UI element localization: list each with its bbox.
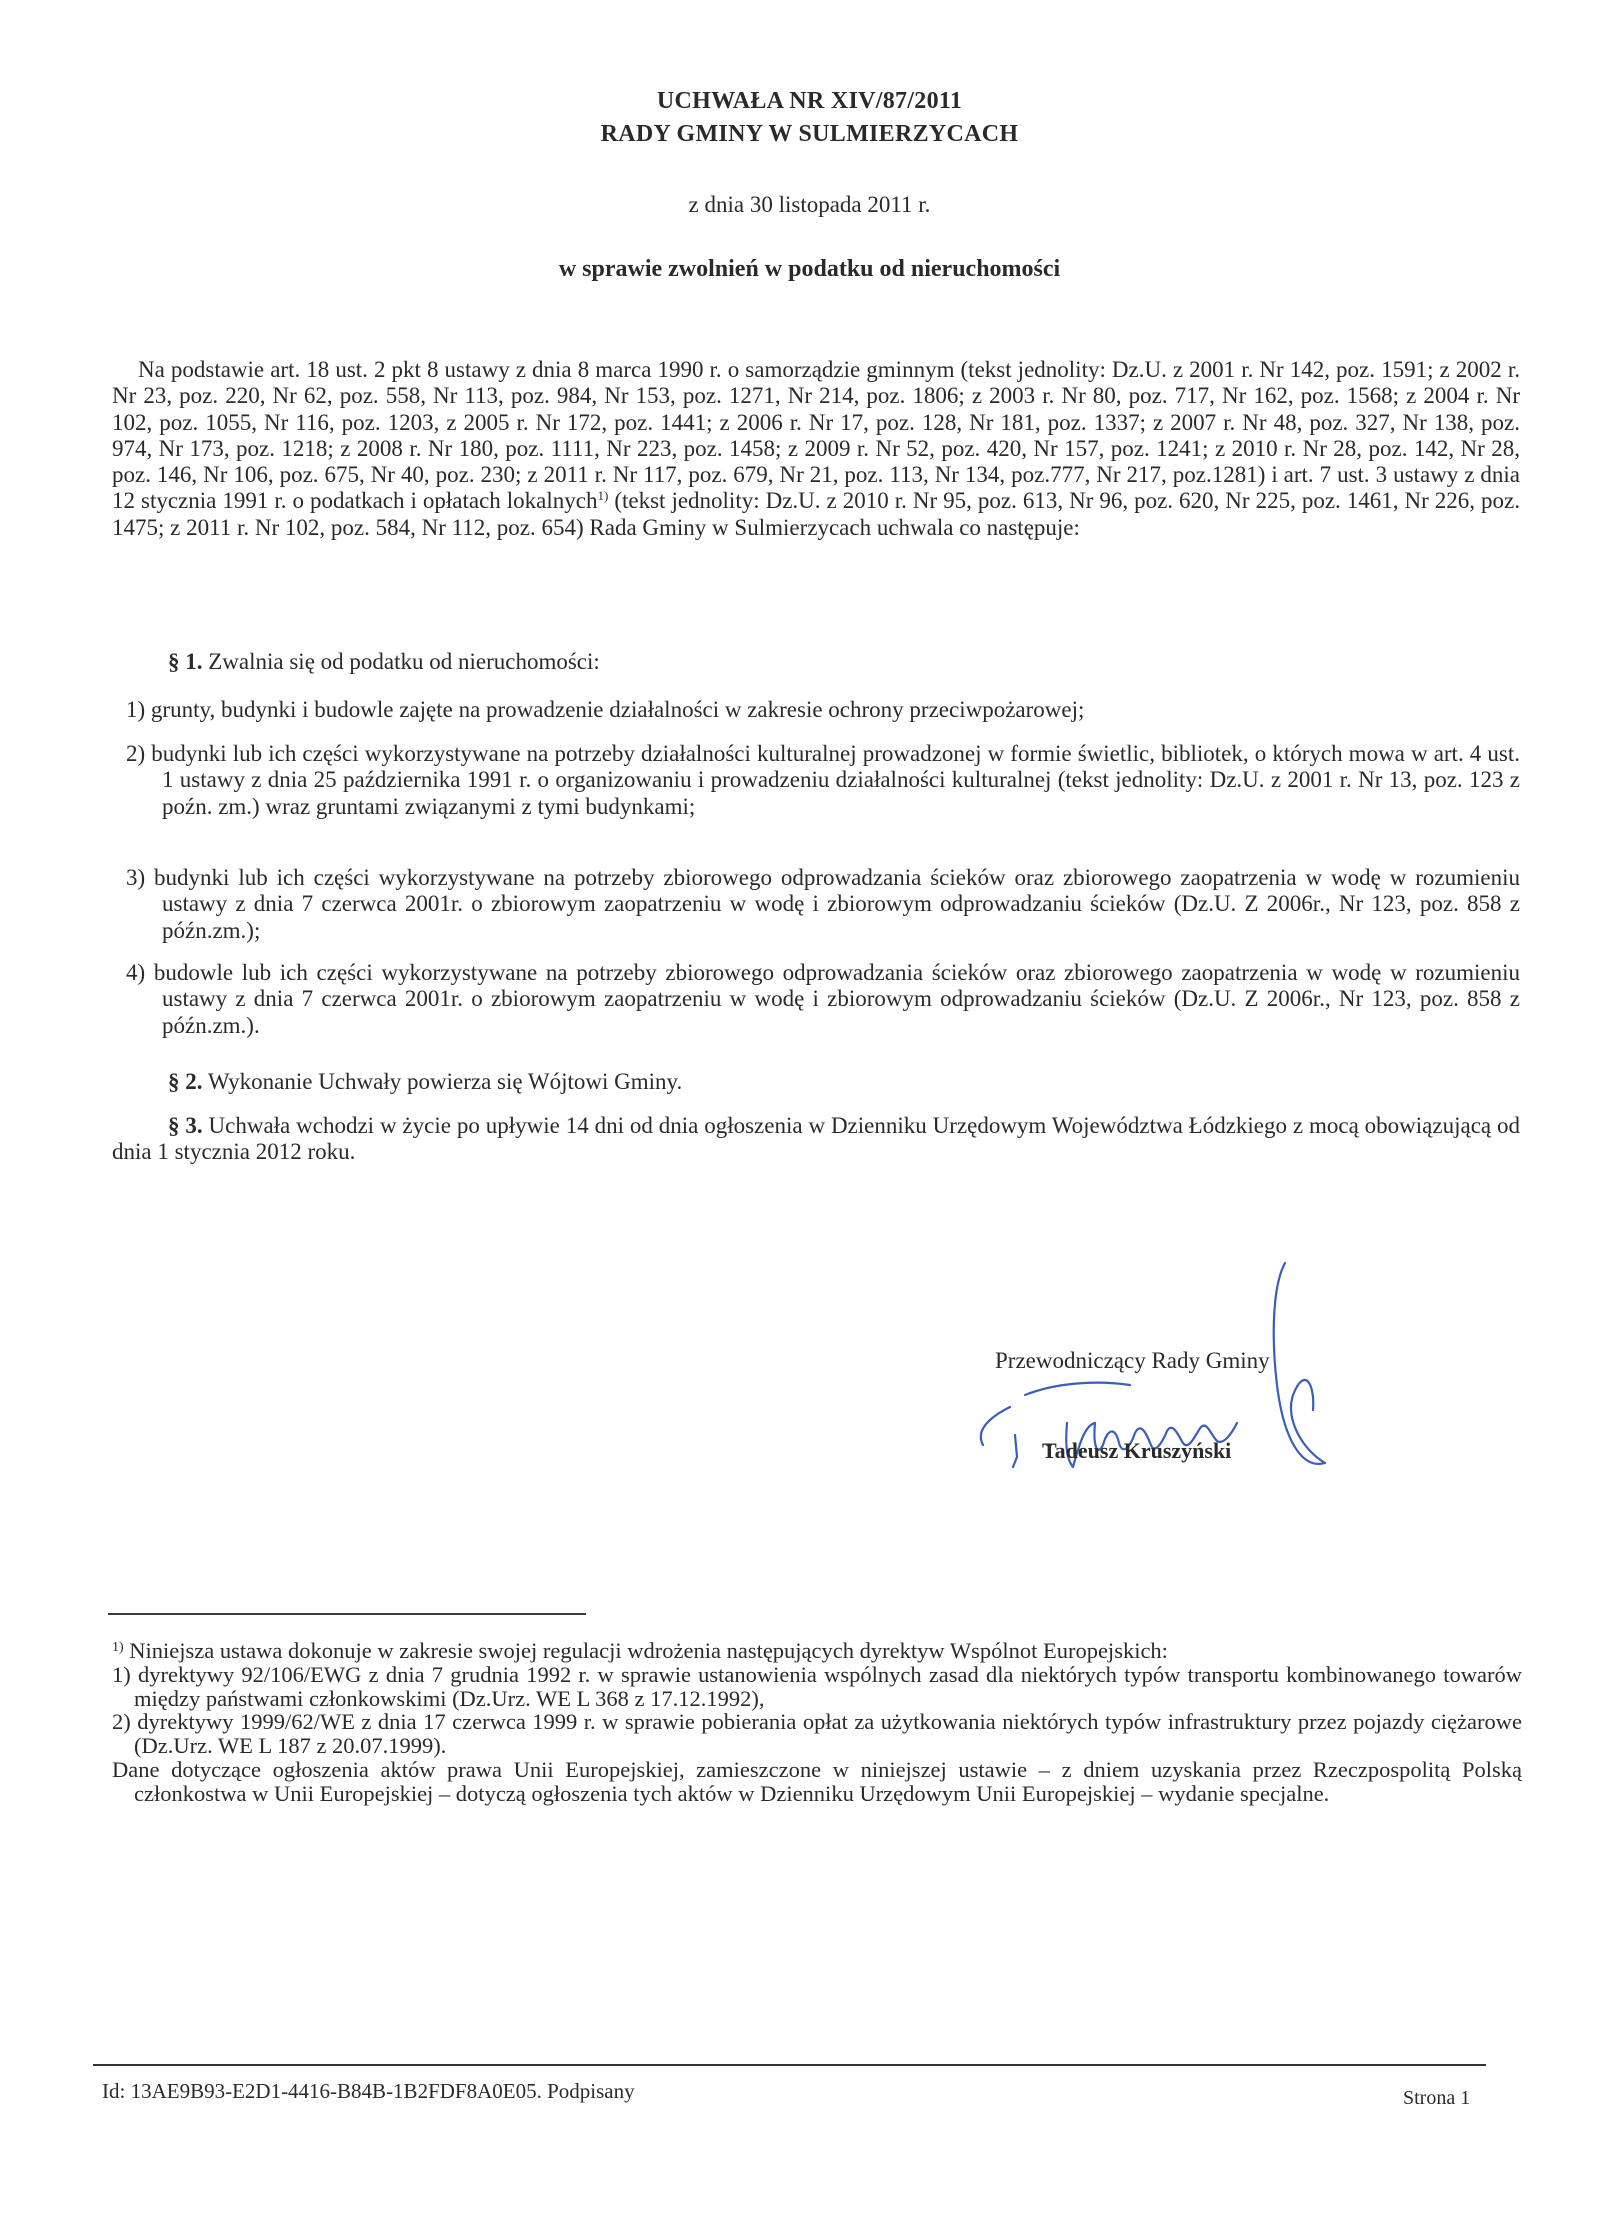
paragraph-symbol: § 1. [168,649,203,674]
resolution-title: UCHWAŁA NR XIV/87/2011 [656,88,963,114]
resolution-subject: w sprawie zwolnień w podatku od nieruchomości [558,256,1061,282]
paragraph-1 [112,649,1576,675]
preamble [112,357,1520,541]
signatory-role: Przewodniczący Rady Gminy [995,1348,1270,1373]
council-name: RADY GMINY W SULMIERZYCACH [600,121,1019,147]
paragraph-text: Wykonanie Uchwały powierza się Wójtowi Gminy. [202,1069,683,1094]
exemption-item-2: 2) budynki lub ich części wykorzystywane na potrzeby działalności kulturalnej prowadzonej w formie świetlic, bibliotek, o których mowa w art. 4 ust. 1 ustawy z dnia 25 października 1991 r. o organizowaniu i prowadzeniu działalności kulturalnej (tekst jednolity: Dz.U. z 2001 r. Nr 13, poz. 123 z poźn. zm.) wraz gruntami związanymi z tymi budynkami; [126,741,1520,819]
footer-separator [93,2064,1486,2066]
preamble-text-2: (tekst jednolity: Dz.U. z 2010 r. Nr 95, poz. 613, Nr 96, poz. 620, Nr 225, poz. 1461, Nr 226, poz. 1475; z 2011 r. Nr 102, poz. 584, Nr 112, poz. 654) Rada Gminy w Sulmierzycach uchwala co następuje: [112,488,1520,540]
footnote-item-1: 1) dyrektywy 92/106/EWG z dnia 7 grudnia 1992 r. w sprawie ustanowienia wspólnych zasad dla niektórych typów transportu kombinowanego towarów między państwami członkowskimi (Dz.Urz. WE L 368 z 17.12.1992), [112,1661,1522,1711]
resolution-date: z dnia 30 listopada 2011 r. [688,192,931,217]
document-id: Id: 13AE9B93-E2D1-4416-B84B-1B2FDF8A0E05. Podpisany [102,2079,635,2103]
paragraph-2 [112,1069,1576,1095]
signature-block [990,1340,1390,1480]
paragraph-text: Zwalnia się od podatku od nieruchomości: [202,649,600,674]
footnote-note: Dane dotyczące ogłoszenia aktów prawa Unii Europejskiej, zamieszczone w niniejszej ustawie – z dniem uzyskania przez Rzeczpospolitą Polską członkostwa w Unii Europejskiej – dotyczą ogłoszenia tych aktów w Dzienniku Urzędowym Unii Europejskiej – wydanie specjalne. [112,1756,1522,1806]
paragraph-symbol: § 3. [168,1113,203,1138]
paragraph-symbol: § 2. [168,1069,203,1094]
page-number: Strona 1 [1403,2087,1471,2109]
footnote-intro [112,1636,1522,1663]
footnote-separator [108,1613,586,1615]
paragraph-text: Uchwała wchodzi w życie po upływie 14 dni od dnia ogłoszenia w Dzienniku Urzędowym Województwa Łódzkiego z mocą obowiązującą od dnia 1 stycznia 2012 roku. [112,1113,1520,1165]
exemption-item-1: 1) grunty, budynki i budowle zajęte na prowadzenie działalności w zakresie ochrony przeciwpożarowej; [126,697,1085,722]
paragraph-3 [112,1113,1520,1166]
exemption-item-3: 3) budynki lub ich części wykorzystywane na potrzeby zbiorowego odprowadzania ścieków oraz zbiorowego zaopatrzenia w wodę w rozumieniu ustawy z dnia 7 czerwca 2001r. o zbiorowym zaopatrzeniu w wodę i zbiorowym odprowadzaniu ścieków (Dz.U. Z 2006r., Nr 123, poz. 858 z późn.zm.); [126,865,1520,943]
footnote-reference: 1) [597,488,609,504]
footnote-marker: 1) [112,1640,124,1655]
footnotes [112,1636,1522,1806]
preamble-text-1: Na podstawie art. 18 ust. 2 pkt 8 ustawy z dnia 8 marca 1990 r. o samorządzie gminnym (tekst jednolity: Dz.U. z 2001 r. Nr 142, poz. 1591; z 2002 r. Nr 23, poz. 220, Nr 62, poz. 558, Nr 113, poz. 984, Nr 153, poz. 1271, Nr 214, poz. 1806; z 2003 r. Nr 80, poz. 717, Nr 162, poz. 1568; z 2004 r. Nr 102, poz. 1055, Nr 116, poz. 1203, z 2005 r. Nr 172, poz. 1441; z 2006 r. Nr 17, poz. 128, Nr 181, poz. 1337; z 2007 r. Nr 48, poz. 327, Nr 138, poz. 974, Nr 173, poz. 1218; z 2008 r. Nr 180, poz. 1111, Nr 223, poz. 1458; z 2009 r. Nr 52, poz. 420, Nr 157, poz. 1241; z 2010 r. Nr 28, poz. 142, Nr 28, poz. 146, Nr 106, poz. 675, Nr 40, poz. 230; z 2011 r. Nr 117, poz. 679, Nr 21, poz. 113, Nr 134, poz.777, Nr 217, poz.1281) i art. 7 ust. 3 ustawy z dnia 12 stycznia 1991 r. o podatkach i opłatach lokalnych [112,357,1520,514]
signatory-name: Tadeusz Kruszyński [1042,1438,1232,1463]
footnote-intro-text: Niniejsza ustawa dokonuje w zakresie swojej regulacji wdrożenia następujących dyrektyw Wspólnot Europejskich: [129,1638,1168,1663]
footnote-item-2: 2) dyrektywy 1999/62/WE z dnia 17 czerwca 1999 r. w sprawie pobierania opłat za użytkowania niektórych typów infrastruktury przez pojazdy ciężarowe (Dz.Urz. WE L 187 z 20.07.1999). [112,1709,1522,1759]
exemption-item-4: 4) budowle lub ich części wykorzystywane na potrzeby zbiorowego odprowadzania ścieków oraz zbiorowego zaopatrzenia w wodę w rozumieniu ustawy z dnia 7 czerwca 2001r. o zbiorowym zaopatrzeniu w wodę i zbiorowym odprowadzaniu ścieków (Dz.U. Z 2006r., Nr 123, poz. 858 z późn.zm.). [126,960,1520,1038]
